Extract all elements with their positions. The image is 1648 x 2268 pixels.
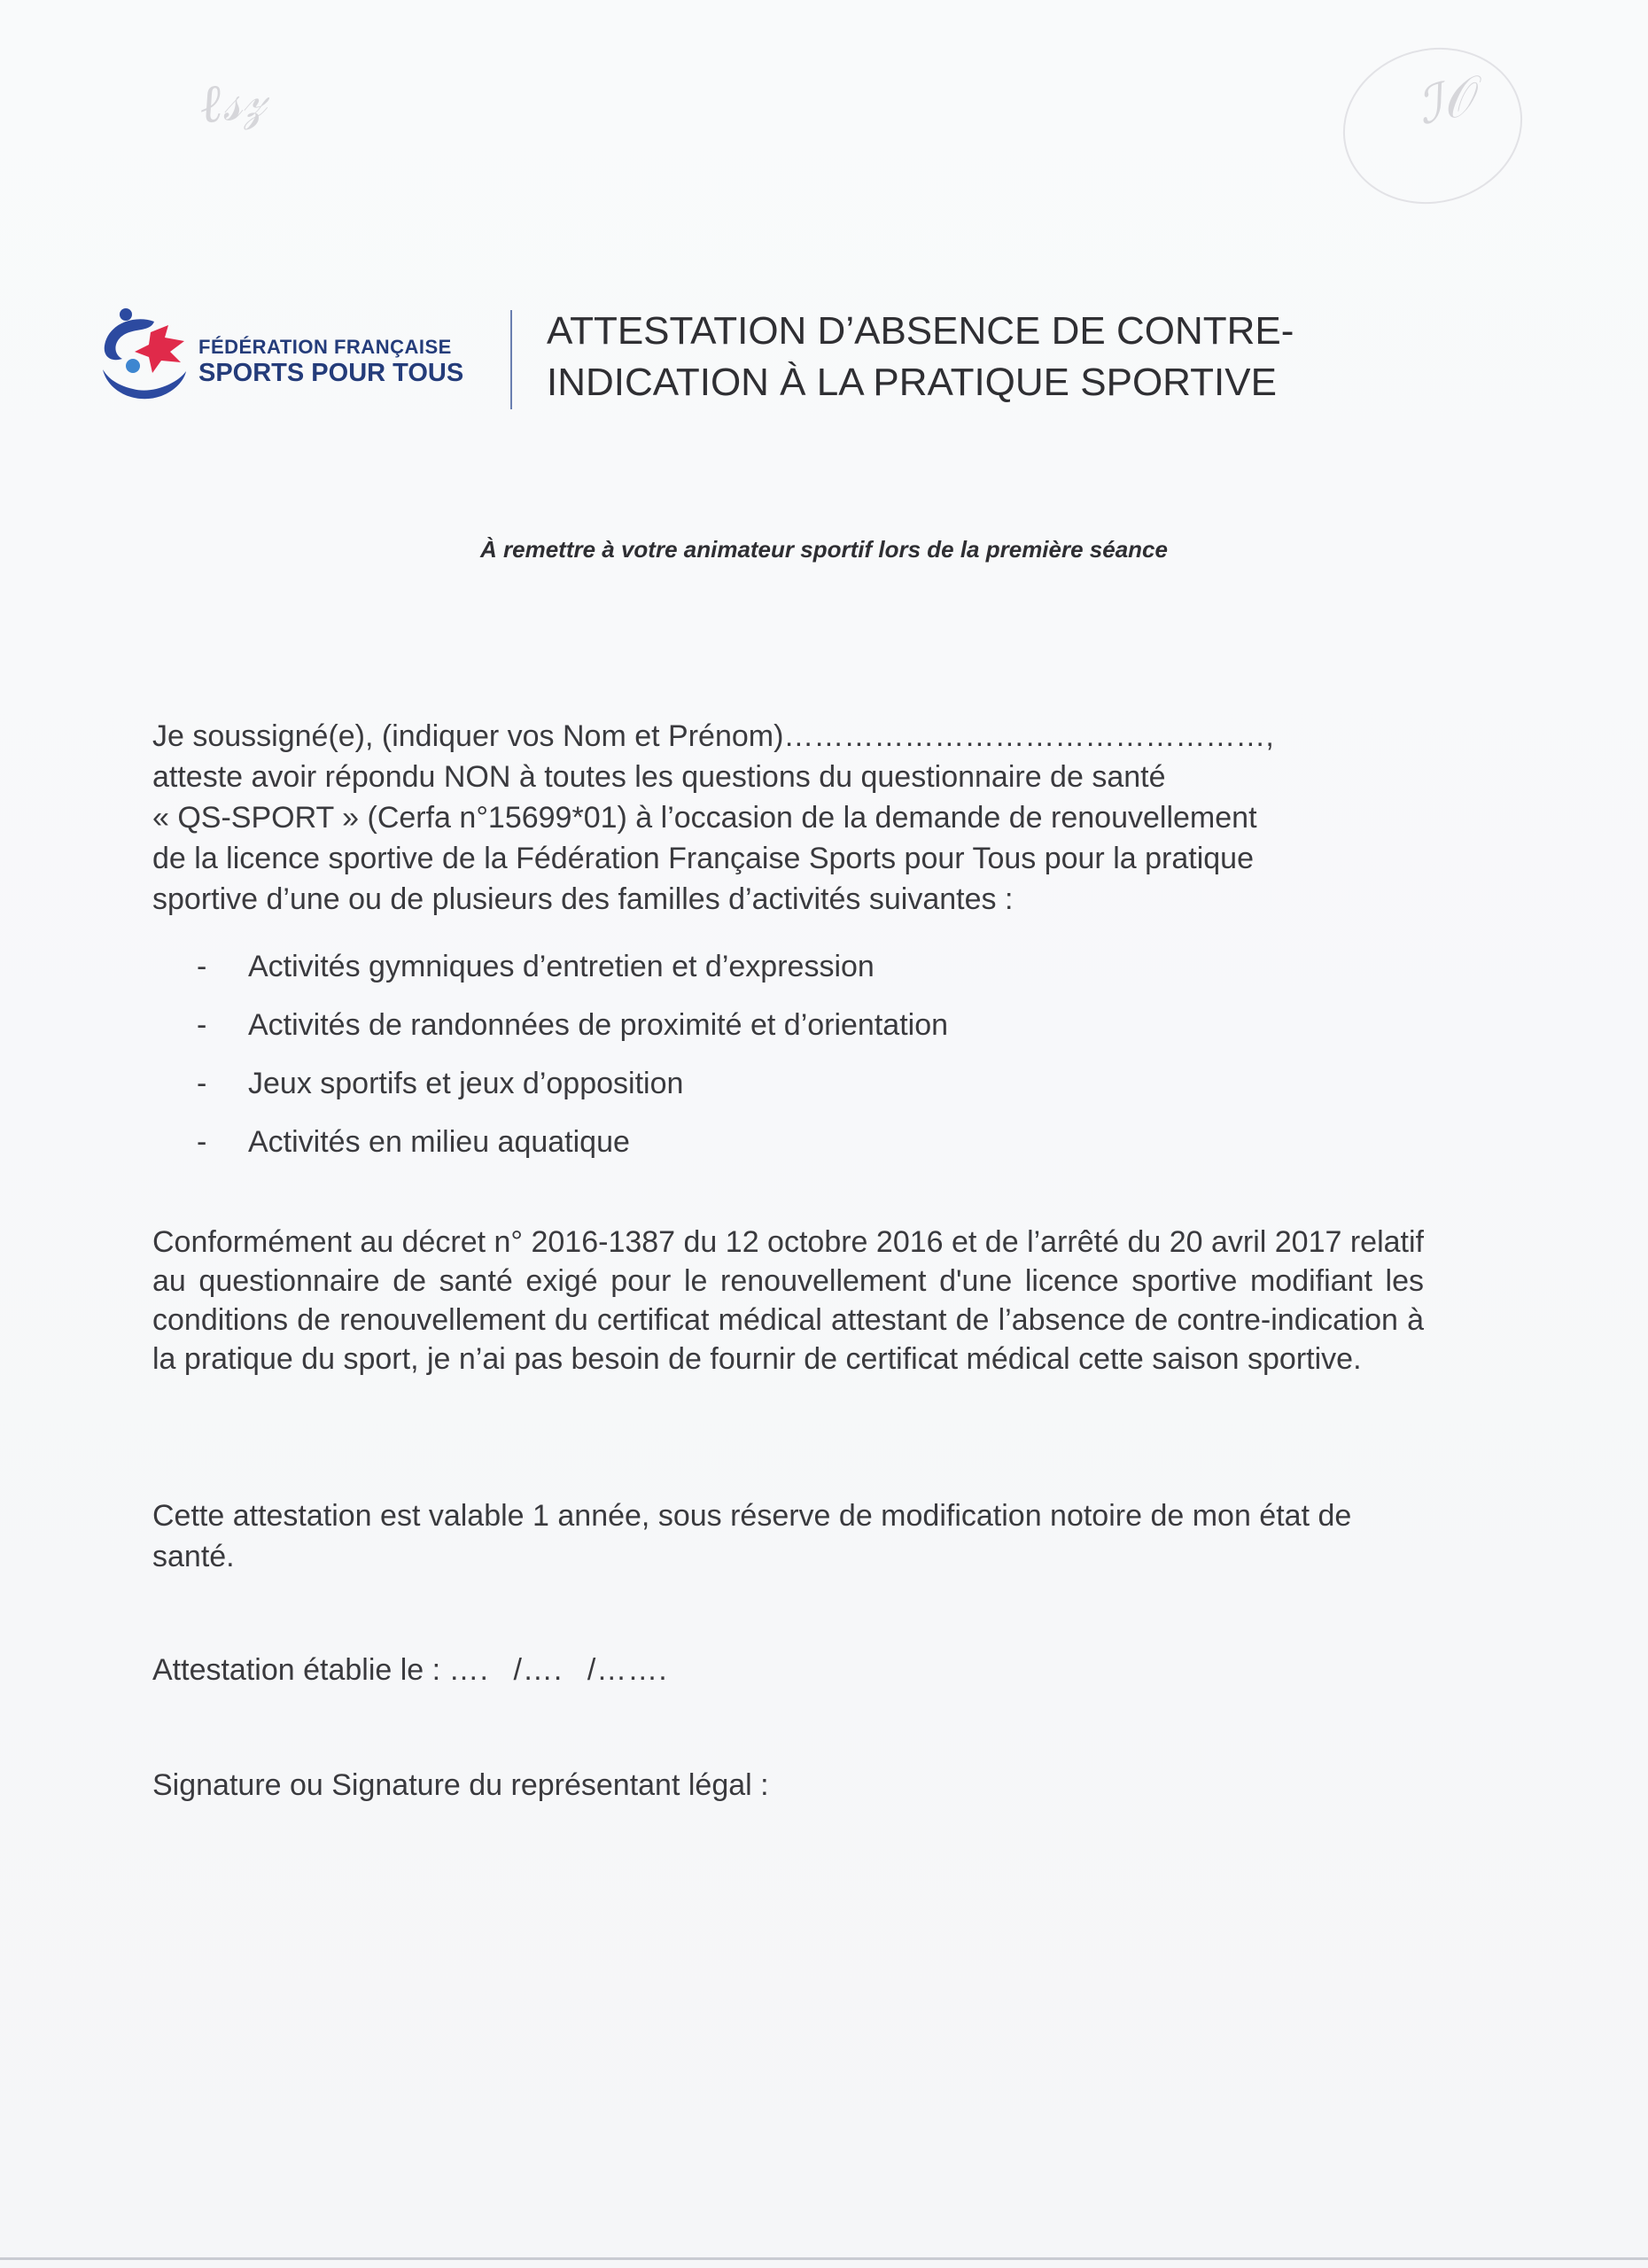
federation-logo-icon bbox=[99, 306, 188, 408]
brand-line-sports: SPORTS POUR TOUS bbox=[198, 359, 464, 387]
pencil-mark-icon: ℓ𝓈𝓏 bbox=[196, 67, 269, 136]
validity-paragraph: Cette attestation est valable 1 année, sous réserve de modification notoire de mon état de santé. bbox=[152, 1499, 1352, 1573]
title-line-1: ATTESTATION D’ABSENCE DE CONTRE- bbox=[547, 309, 1294, 353]
title-line-2: INDICATION À LA PRATIQUE SPORTIVE bbox=[547, 361, 1277, 404]
legal-reference-paragraph: Conformément au décret n° 2016-1387 du 12 octobre 2016 et de l’arrêté du 20 avril 2017 relatif au questionnaire de santé exigé pour le renouvellement d'une licence sportive modifiant les conditions de renouvellement du certificat médical attestant de l’absence de contre-indication à la pratique du sport, je n’ai pas besoin de fournir de certificat médical cette saison sportive. bbox=[152, 1225, 1424, 1376]
declaration-line: atteste avoir répondu NON à toutes les questions du questionnaire de santé bbox=[152, 760, 1166, 794]
list-dash: - bbox=[197, 1008, 207, 1042]
pencil-annotation-icon: ℐ𝒪 bbox=[1411, 66, 1481, 136]
list-dash: - bbox=[197, 950, 207, 983]
activity-label: Activités gymniques d’entretien et d’expression bbox=[248, 950, 875, 983]
date-day-blank: …. bbox=[448, 1653, 489, 1687]
date-label: Attestation établie le : bbox=[152, 1653, 441, 1687]
signature-label: Signature ou Signature du représentant légal : bbox=[152, 1768, 769, 1802]
declaration-line: Je soussigné(e), (indiquer vos Nom et Prénom)…………………………………………, bbox=[152, 719, 1274, 753]
header-divider bbox=[510, 310, 512, 409]
document-header bbox=[99, 306, 1340, 412]
activity-label: Activités de randonnées de proximité et d’orientation bbox=[248, 1008, 949, 1042]
date-field bbox=[152, 1650, 668, 1690]
declaration-line: sportive d’une ou de plusieurs des familles d’activités suivantes : bbox=[152, 882, 1014, 916]
declaration-paragraph bbox=[152, 716, 1428, 920]
brand-line-federation: FÉDÉRATION FRANÇAISE bbox=[198, 336, 452, 358]
scan-bottom-edge bbox=[0, 2257, 1648, 2260]
declaration-line: de la licence sportive de la Fédération Française Sports pour Tous pour la pratique bbox=[152, 842, 1254, 875]
activity-item bbox=[197, 946, 1349, 1005]
activities-list bbox=[197, 946, 1349, 1180]
brand-name bbox=[198, 336, 588, 387]
date-month-blank: /…. bbox=[513, 1653, 564, 1687]
list-dash: - bbox=[197, 1067, 207, 1100]
activity-item bbox=[197, 1005, 1349, 1063]
list-dash: - bbox=[197, 1125, 207, 1159]
document-subtitle: À remettre à votre animateur sportif lors de la première séance bbox=[480, 536, 1168, 563]
declaration-line: « QS-SPORT » (Cerfa n°15699*01) à l’occasion de la demande de renouvellement bbox=[152, 801, 1257, 835]
document-title bbox=[547, 306, 1344, 408]
activity-label: Activités en milieu aquatique bbox=[248, 1125, 630, 1159]
activity-item bbox=[197, 1063, 1349, 1122]
activity-item bbox=[197, 1122, 1349, 1180]
date-year-blank: /……. bbox=[587, 1653, 668, 1687]
activity-label: Jeux sportifs et jeux d’opposition bbox=[248, 1067, 684, 1100]
